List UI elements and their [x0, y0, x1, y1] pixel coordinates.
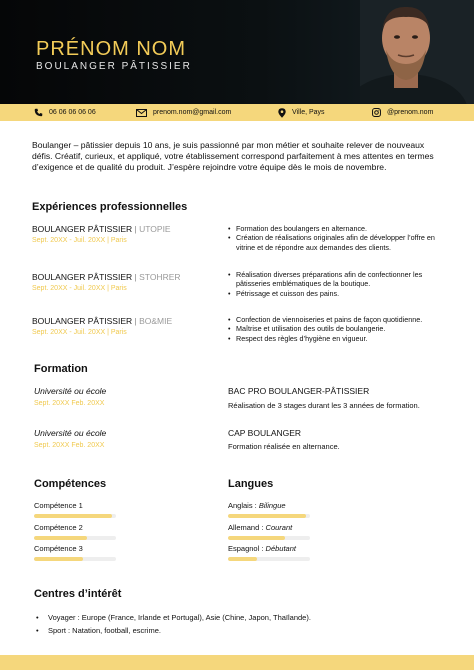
experience-job-title: [32, 272, 181, 282]
mail-icon: [136, 109, 147, 117]
languages-title: Langues: [228, 478, 274, 490]
experience-bullets: [228, 224, 448, 252]
header: [0, 0, 474, 104]
list-item: • Confection de viennoiseries et pains de façon quotidienne.: [228, 315, 448, 324]
formation-description: Formation réalisée en alternance.: [228, 442, 340, 451]
formation-description: Réalisation de 3 stages durant les 3 années de formation.: [228, 401, 420, 410]
job-title: BOULANGER PÂTISSIER: [32, 272, 133, 282]
interests-list: [34, 611, 454, 637]
list-item: • Pétrissage et cuisson des pains.: [228, 289, 448, 298]
language-bar-fill: [228, 557, 257, 561]
title-separator: |: [134, 224, 137, 234]
language-bar: [228, 536, 310, 540]
list-item: • Maîtrise et utilisation des outils de boulangerie.: [228, 324, 448, 333]
list-item: • Sport : Natation, football, escrime.: [34, 624, 454, 637]
experience-dates: Sept. 20XX - Juil. 20XX | Paris: [32, 285, 127, 292]
formation-school: Université ou école: [34, 428, 107, 438]
contact-instagram: [372, 104, 433, 121]
language-name: Allemand :: [228, 523, 266, 532]
list-item: • Respect des règles d’hygiène en vigueur.: [228, 334, 448, 343]
skill-bar: [34, 536, 116, 540]
skill-bar-fill: [34, 536, 87, 540]
job-title: BOULANGER PÂTISSIER: [32, 316, 133, 326]
profile-photo: [360, 0, 474, 104]
instagram-icon: [372, 108, 381, 117]
skill-bar-fill: [34, 557, 83, 561]
interests-title: Centres d’intérêt: [34, 588, 122, 600]
language-label: [228, 523, 292, 532]
formation-school: Université ou école: [34, 386, 107, 396]
candidate-name: PRÉNOM NOM: [36, 38, 186, 60]
language-label: [228, 544, 296, 553]
location-text: Ville, Pays: [292, 109, 325, 116]
list-item: • Formation des boulangers en alternance.: [228, 224, 448, 233]
skill-label: Compétence 2: [34, 523, 83, 532]
skill-bar: [34, 514, 116, 518]
language-name: Espagnol :: [228, 544, 266, 553]
list-item: • Réalisation diverses préparations afin de confectionner les pâtisseries emblématiques de la boutique.: [228, 270, 448, 289]
experience-bullets: [228, 315, 448, 343]
list-item: • Création de réalisations originales afin de développer l’offre en vitrine et de répondre aux demandes des clients.: [228, 233, 448, 252]
language-bar: [228, 514, 310, 518]
experience-job-title: [32, 316, 172, 326]
company-name: STOHRER: [139, 272, 181, 282]
job-title: BOULANGER PÂTISSIER: [32, 224, 133, 234]
formation-dates: Sept. 20XX Feb. 20XX: [34, 400, 105, 407]
language-bar: [228, 557, 310, 561]
experience-title: Expériences professionnelles: [32, 201, 188, 213]
phone-text: 06 06 06 06 06: [49, 109, 96, 116]
contact-bar: [0, 104, 474, 121]
company-name: UTOPIE: [139, 224, 171, 234]
list-item: • Voyager : Europe (France, Irlande et Portugal), Asie (Chine, Japon, Thaïlande).: [34, 611, 454, 624]
skills-title: Compétences: [34, 478, 107, 490]
language-bar-fill: [228, 536, 285, 540]
experience-job-title: [32, 224, 171, 234]
contact-phone: [34, 104, 96, 121]
skill-bar: [34, 557, 116, 561]
instagram-link[interactable]: @prenom.nom: [387, 109, 434, 116]
formation-degree: CAP BOULANGER: [228, 428, 302, 438]
formation-dates: Sept. 20XX Feb. 20XX: [34, 442, 105, 449]
title-separator: |: [134, 272, 137, 282]
skill-label: Compétence 3: [34, 544, 83, 553]
language-level: Bilingue: [258, 501, 286, 510]
skill-bar-fill: [34, 514, 112, 518]
intro-paragraph: Boulanger – pâtissier depuis 10 ans, je suis passionné par mon métier et souhaite relever de nouveaux défis. Créatif, curieux, et appliqué, votre établissement correspond parfaitement à mes attentes en termes d’exigence et de qualité du produit. J’espère rejoindre votre équipe dès le mois de novembre.: [32, 140, 434, 172]
experience-dates: Sept. 20XX - Juil. 20XX | Paris: [32, 237, 127, 244]
email-link[interactable]: prenom.nom@gmail.com: [153, 109, 232, 116]
candidate-role: BOULANGER PÂTISSIER: [36, 61, 192, 72]
formation-degree: BAC PRO BOULANGER-PÂTISSIER: [228, 386, 370, 396]
formation-title: Formation: [34, 363, 88, 375]
language-label: [228, 501, 286, 510]
language-bar-fill: [228, 514, 306, 518]
language-name: Anglais :: [228, 501, 259, 510]
skill-label: Compétence 1: [34, 501, 83, 510]
experience-bullets: [228, 270, 448, 298]
title-separator: |: [134, 316, 137, 326]
language-level: Courant: [265, 523, 293, 532]
contact-location: [278, 104, 325, 121]
footer-bar: [0, 655, 474, 670]
experience-dates: Sept. 20XX - Juil. 20XX | Paris: [32, 329, 127, 336]
contact-email: [136, 104, 231, 121]
company-name: BO&MIE: [139, 316, 173, 326]
location-pin-icon: [278, 108, 286, 118]
phone-icon: [34, 108, 43, 117]
language-level: Débutant: [265, 544, 296, 553]
